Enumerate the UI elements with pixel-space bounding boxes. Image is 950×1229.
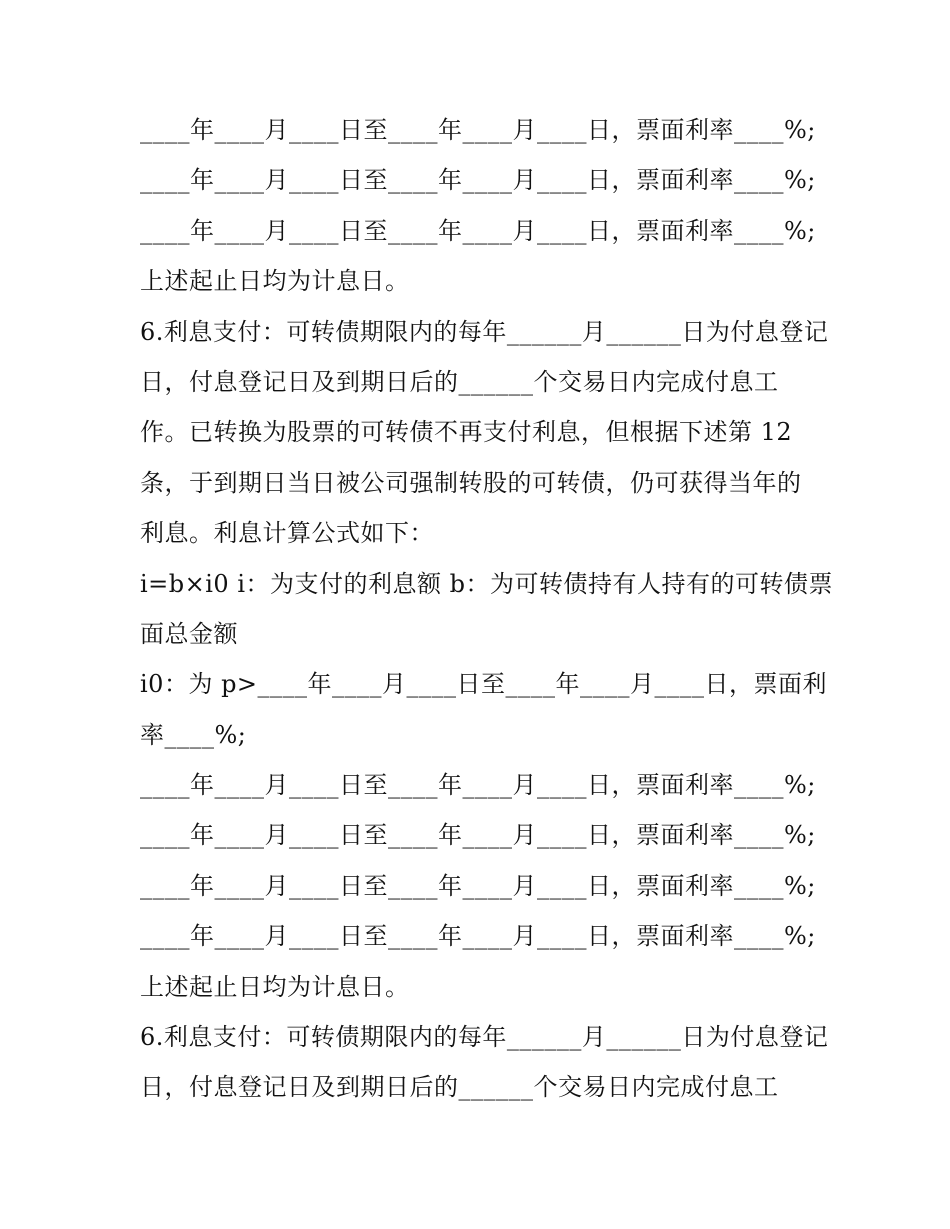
text-line: ____年____月____日至____年____月____日，票面利率____%; bbox=[140, 166, 816, 195]
text-line: 面总金额 bbox=[140, 619, 238, 648]
text-line: 上述起止日均为计息日。 bbox=[140, 267, 410, 296]
text-line: 条，于到期日当日被公司强制转股的可转债，仍可获得当年的 bbox=[140, 468, 802, 497]
text-line: ____年____月____日至____年____月____日，票面利率____%; bbox=[140, 771, 816, 800]
document-page bbox=[140, 105, 833, 1113]
text-line: i0：为 p>____年____月____日至____年____月____日，票面利 bbox=[140, 670, 828, 699]
text-line: 6.利息支付：可转债期限内的每年______月______日为付息登记 bbox=[140, 317, 829, 346]
text-line: 率____%; bbox=[140, 720, 247, 749]
text-line: ____年____月____日至____年____月____日，票面利率____%; bbox=[140, 116, 816, 144]
text-line: 日，付息登记日及到期日后的______个交易日内完成付息工 bbox=[140, 367, 779, 396]
text-line: 作。已转换为股票的可转债不再支付利息，但根据下述第 12 bbox=[140, 418, 793, 447]
text-line: ____年____月____日至____年____月____日，票面利率____%; bbox=[140, 821, 816, 850]
text-line: 上述起止日均为计息日。 bbox=[140, 972, 410, 1001]
text-line: ____年____月____日至____年____月____日，票面利率____%; bbox=[140, 922, 816, 951]
text-line: 利息。利息计算公式如下： bbox=[140, 519, 434, 548]
text-line: 日，付息登记日及到期日后的______个交易日内完成付息工 bbox=[140, 1073, 779, 1102]
text-line: ____年____月____日至____年____月____日，票面利率____%; bbox=[140, 871, 816, 900]
text-line: i=b×i0 i：为支付的利息额 b：为可转债持有人持有的可转债票 bbox=[140, 569, 833, 598]
text-line: ____年____月____日至____年____月____日，票面利率____%; bbox=[140, 216, 816, 245]
text-line: 6.利息支付：可转债期限内的每年______月______日为付息登记 bbox=[140, 1023, 829, 1052]
